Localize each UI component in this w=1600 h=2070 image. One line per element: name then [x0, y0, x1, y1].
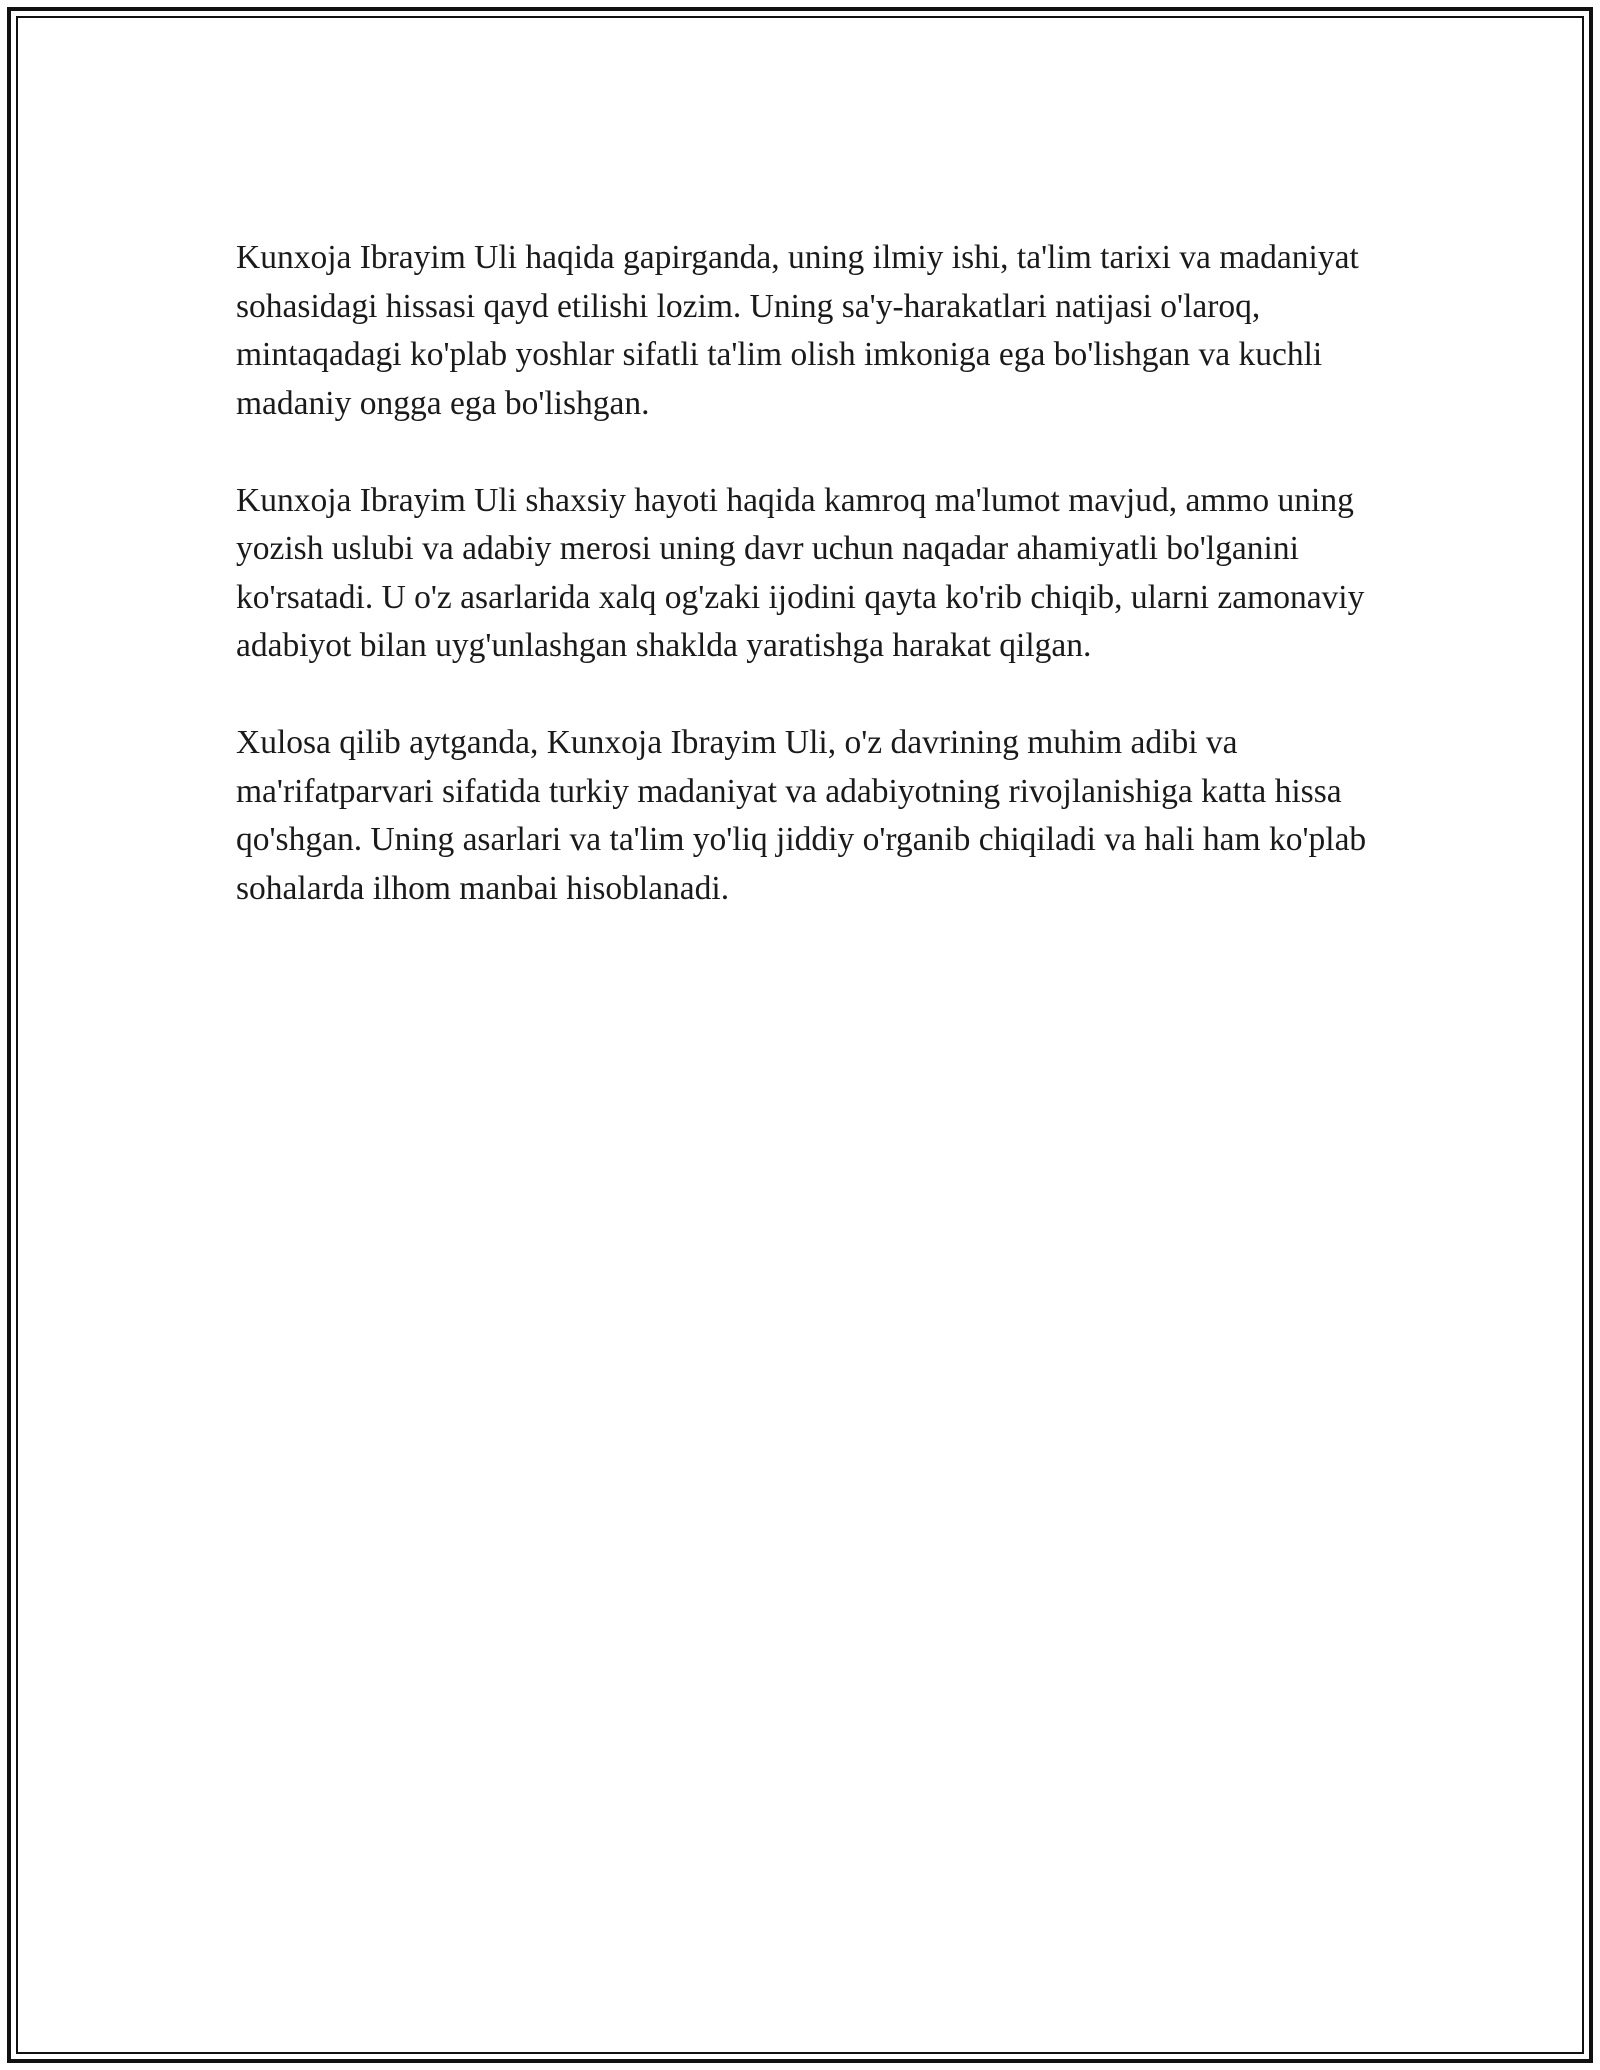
paragraph-1: Kunxoja Ibrayim Uli haqida gapirganda, uning ilmiy ishi, ta'lim tarixi va madaniyat sohasidagi hissasi qayd etilishi lozim. Uning sa'y-harakatlari natijasi o'laroq, mintaqadagi ko'plab yoshlar sifatli ta'lim olish imkoniga ega bo'lishgan va kuchli madaniy ongga ega bo'lishgan. [236, 239, 1359, 422]
paragraph-2: Kunxoja Ibrayim Uli shaxsiy hayoti haqida kamroq ma'lumot mavjud, ammo uning yozish uslubi va adabiy merosi uning davr uchun naqadar ahamiyatli bo'lganini ko'rsatadi. U o'z asarlarida xalq og'zaki ijodini qayta ko'rib chiqib, ularni zamonaviy adabiyot bilan uyg'unlashgan shaklda yaratishga harakat qilgan. [236, 481, 1365, 664]
document-body [236, 234, 1376, 962]
paragraph-3: Xulosa qilib aytganda, Kunxoja Ibrayim Uli, o'z davrining muhim adibi va ma'rifatparvari sifatida turkiy madaniyat va adabiyotning rivojlanishiga katta hissa qo'shgan. Uning asarlari va ta'lim yo'liq jiddiy o'rganib chiqiladi va hali ham ko'plab sohalarda ilhom manbai hisoblanadi. [236, 724, 1367, 907]
